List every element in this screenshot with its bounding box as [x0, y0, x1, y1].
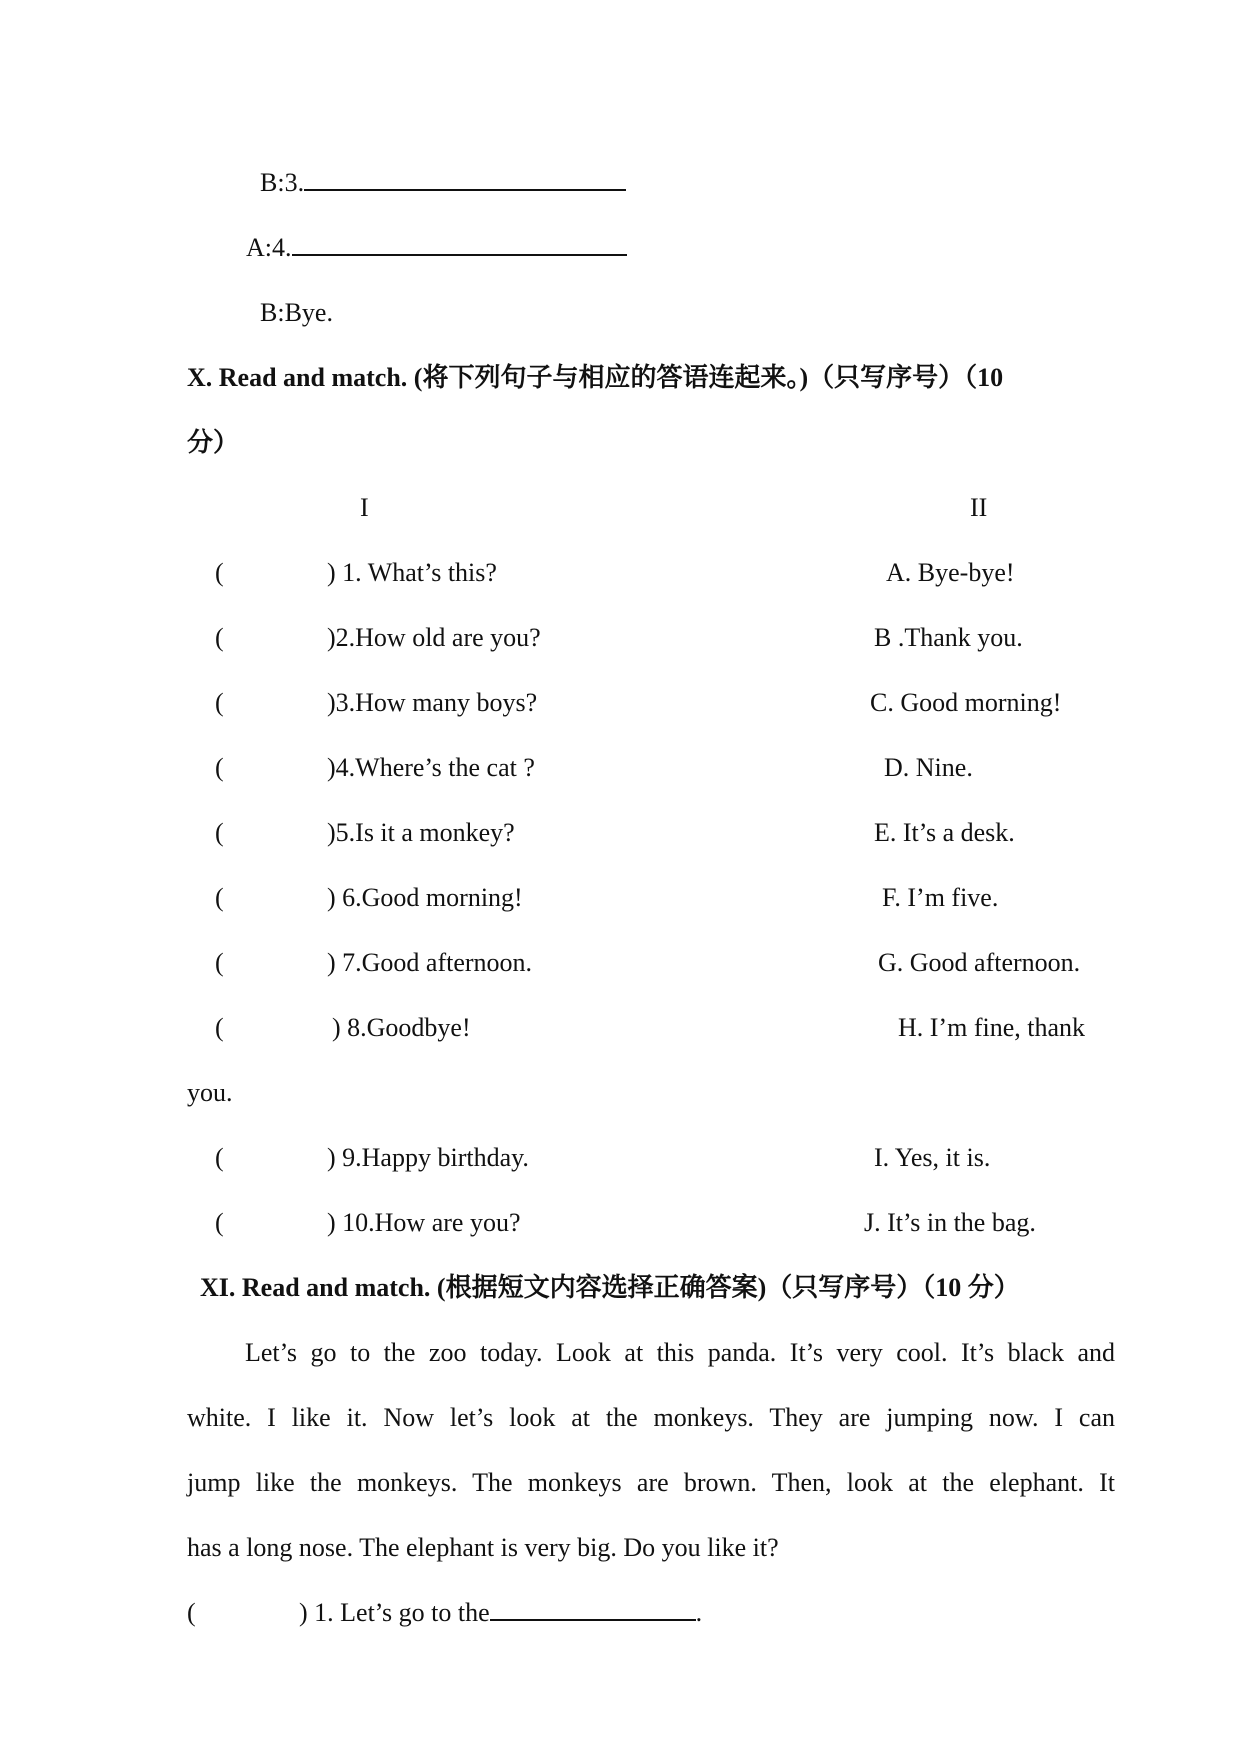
- answer-paren[interactable]: (: [215, 948, 224, 977]
- question-item: ) 8.Goodbye!: [332, 1013, 471, 1042]
- column-header-ii: II: [970, 493, 988, 522]
- answer-option: B .Thank you.: [874, 623, 1023, 652]
- question-item: ) 9.Happy birthday.: [327, 1143, 529, 1172]
- dialogue-line-bye: [260, 298, 333, 328]
- answer-paren[interactable]: (: [187, 1598, 196, 1627]
- question-item: ) 1. What’s this?: [327, 558, 497, 587]
- answer-option: D. Nine.: [884, 753, 973, 782]
- answer-option: I. Yes, it is.: [874, 1143, 991, 1172]
- column-header-i: I: [360, 493, 369, 522]
- section-x-heading-cont: 分）: [187, 428, 240, 457]
- question-item: ) 7.Good afternoon.: [327, 948, 533, 977]
- passage-line: Let’s go to the zoo today. Look at this panda. It’s very cool. It’s black and: [245, 1338, 1115, 1367]
- question-item: ) 10.How are you?: [327, 1208, 521, 1237]
- dialogue-speaker: B:3.: [260, 168, 305, 197]
- passage-line: white. I like it. Now let’s look at the monkeys. They are jumping now. I can: [187, 1403, 1115, 1432]
- dialogue-speaker: B:Bye.: [260, 298, 333, 327]
- answer-paren[interactable]: (: [215, 1208, 224, 1237]
- question-end: .: [695, 1598, 703, 1627]
- answer-wrap-text: you.: [187, 1078, 233, 1107]
- answer-blank[interactable]: [304, 169, 626, 191]
- answer-paren[interactable]: (: [215, 753, 224, 782]
- question-item: ) 6.Good morning!: [327, 883, 523, 912]
- answer-option: A. Bye-bye!: [886, 558, 1015, 587]
- answer-option: J. It’s in the bag.: [864, 1208, 1036, 1237]
- question-item: )4.Where’s the cat ?: [327, 753, 535, 782]
- answer-paren[interactable]: (: [215, 1013, 224, 1042]
- answer-paren[interactable]: (: [215, 623, 224, 652]
- section-xi-heading: XI. Read and match. (根据短文内容选择正确答案)（只写序号）（10 分）: [200, 1273, 1020, 1302]
- answer-option: E. It’s a desk.: [874, 818, 1015, 847]
- answer-paren[interactable]: (: [215, 1143, 224, 1172]
- dialogue-speaker: A:4.: [246, 233, 292, 262]
- passage-line: has a long nose. The elephant is very big. Do you like it?: [187, 1533, 779, 1562]
- answer-paren[interactable]: (: [215, 883, 224, 912]
- answer-option: H. I’m fine, thank: [898, 1013, 1086, 1042]
- answer-paren[interactable]: (: [215, 558, 224, 587]
- answer-paren[interactable]: (: [215, 818, 224, 847]
- question-item: )3.How many boys?: [327, 688, 538, 717]
- answer-option: C. Good morning!: [870, 688, 1062, 717]
- answer-blank[interactable]: [292, 234, 627, 256]
- answer-option: G. Good afternoon.: [878, 948, 1081, 977]
- answer-option: F. I’m five.: [882, 883, 999, 912]
- question-1-line: [299, 1598, 702, 1628]
- section-x-heading: X. Read and match. (将下列句子与相应的答语连起来。)（只写序号）（10: [187, 363, 1004, 392]
- passage-line: jump like the monkeys. The monkeys are brown. Then, look at the elephant. It: [187, 1468, 1115, 1497]
- dialogue-line-b3: [260, 168, 626, 198]
- question-text: ) 1. Let’s go to the: [299, 1598, 490, 1627]
- dialogue-line-a4: [246, 233, 627, 263]
- question-item: )2.How old are you?: [327, 623, 541, 652]
- answer-paren[interactable]: (: [215, 688, 224, 717]
- question-item: )5.Is it a monkey?: [327, 818, 515, 847]
- answer-blank[interactable]: [490, 1599, 696, 1621]
